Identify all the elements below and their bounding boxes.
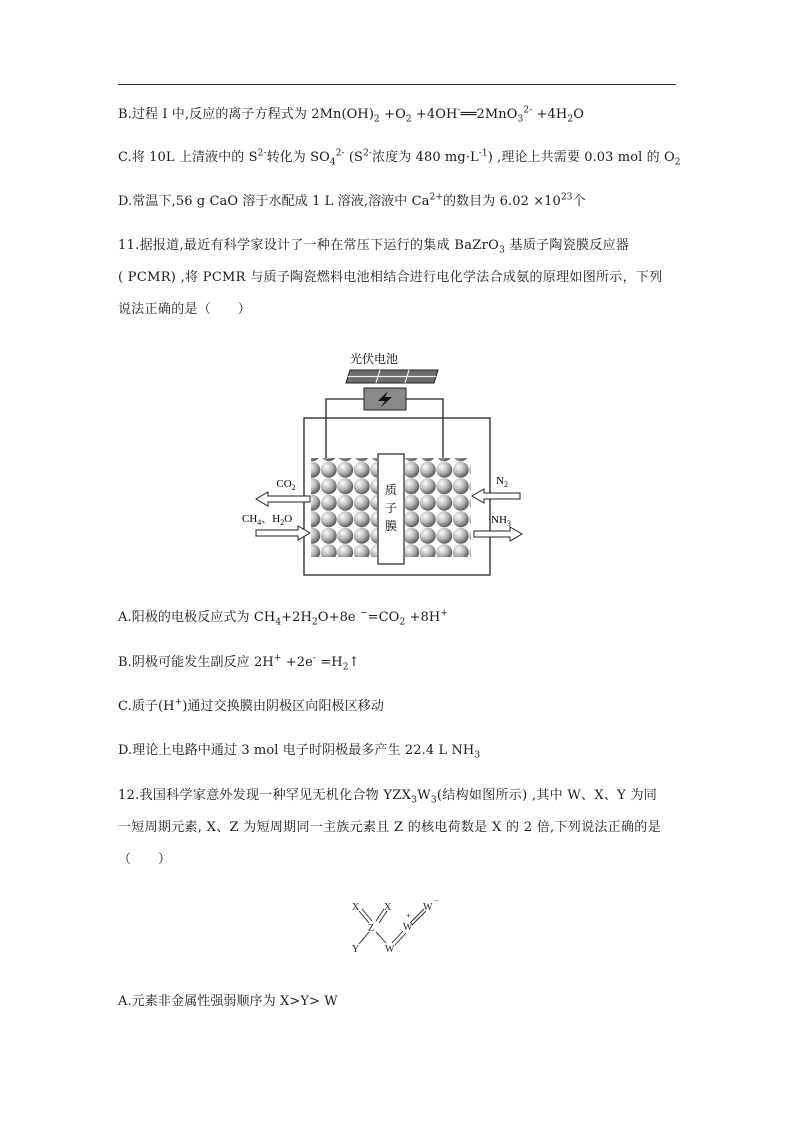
- membrane-char-2: 子: [384, 501, 398, 515]
- atom-x-left: X: [352, 902, 360, 913]
- question-11-line-3: 说法正确的是（ ）: [118, 302, 252, 317]
- atom-w-center: W: [403, 922, 413, 933]
- q11-option-b: B.阴极可能发生副反应 $2H^+ +2e^- =H_2↑$: [118, 653, 360, 673]
- nh3-out-arrow: [474, 514, 522, 541]
- ch4-h2o-in-arrow: [242, 513, 310, 540]
- anode-electrode: [311, 458, 377, 557]
- atom-w-bottom: W: [385, 944, 395, 955]
- atom-y: Y: [352, 944, 360, 955]
- cathode-electrode: [405, 458, 471, 557]
- q11-option-d: D.理论上电路中通过 3 mol 电子时阴极最多产生 22.4 L $NH_3$: [118, 743, 481, 761]
- n2-in-arrow: [472, 475, 520, 503]
- q12-option-a: A.元素非金属性强弱顺序为 X>Y> W: [118, 994, 338, 1009]
- header-rule: [118, 84, 676, 85]
- charge-plus: +: [406, 911, 412, 921]
- svg-text:CH4、H2O: $CH_4$、$H_2O$: [242, 513, 293, 527]
- q11-option-c: C.质子(H+)通过交换膜由阴极区向阳极区移动: [118, 697, 384, 714]
- svg-text:NH3: $NH_3$: [491, 514, 511, 528]
- svg-text:N2: $N_2$: [496, 475, 508, 489]
- question-11-line-2: ( PCMR) ,将 PCMR 与质子陶瓷燃料电池相结合进行电化学法合成氨的原理如图所示，下列: [118, 270, 663, 285]
- atom-w-top: W: [423, 902, 433, 913]
- atom-z: Z: [368, 923, 375, 934]
- pcmr-reactor-diagram: [238, 346, 528, 581]
- option-b-previous: B.过程 I 中,反应的离子方程式为 $2Mn(OH)_2 +O_2$ +4OH-══2MnO$_3^{2-}$ $+4H_2O$: [118, 105, 584, 125]
- question-11-line-1: 11.据报道,最近有科学家设计了一种在常压下运行的集成 BaZrO$_3$ 基质子陶瓷膜反应器: [118, 238, 630, 256]
- question-12-line-2: 一短周期元素, X、Z 为短周期同一主族元素且 Z 的核电荷数是 X 的 2 倍,下列说法正确的是: [118, 820, 661, 835]
- svg-text:CO2: $CO_2$: [276, 478, 296, 492]
- option-d-previous: D.常温下,56 g CaO 溶于水配成 1 L 溶液,溶液中 $Ca^{2+}$的数目为 $6.02 \times 10^{23}$个: [118, 192, 586, 209]
- atom-x-right: X: [384, 902, 392, 913]
- lightning-icon: [364, 388, 406, 410]
- membrane-char-3: 膜: [384, 519, 398, 533]
- membrane-char-1: 质: [384, 483, 398, 497]
- co2-out-arrow: [256, 478, 310, 506]
- molecular-structure-diagram: [346, 894, 446, 962]
- question-12-line-3: （ ）: [118, 852, 172, 867]
- solar-cell-label: 光伏电池: [349, 352, 399, 366]
- solar-panel-icon: [346, 370, 438, 383]
- charge-minus: −: [434, 896, 439, 905]
- q11-option-a: A.阳极的电极反应式为 $CH_4+2H_2O+8e$ $^-=CO_2 +8H^+$: [118, 608, 448, 628]
- question-12-line-1: 12.我国科学家意外发现一种罕见无机化合物 $YZX_3W_3$(结构如图所示) ,其中 W、X、Y 为同: [118, 788, 658, 806]
- option-c-previous: C.将 10L 上清液中的 $S^{2-}$转化为 $SO_4^{2-}$ ($S^{2-}$浓度为 480 $mg\cdot L^{-1}$) ,理论上共需要 0.03 mol 的 $O_2$: [118, 148, 681, 168]
